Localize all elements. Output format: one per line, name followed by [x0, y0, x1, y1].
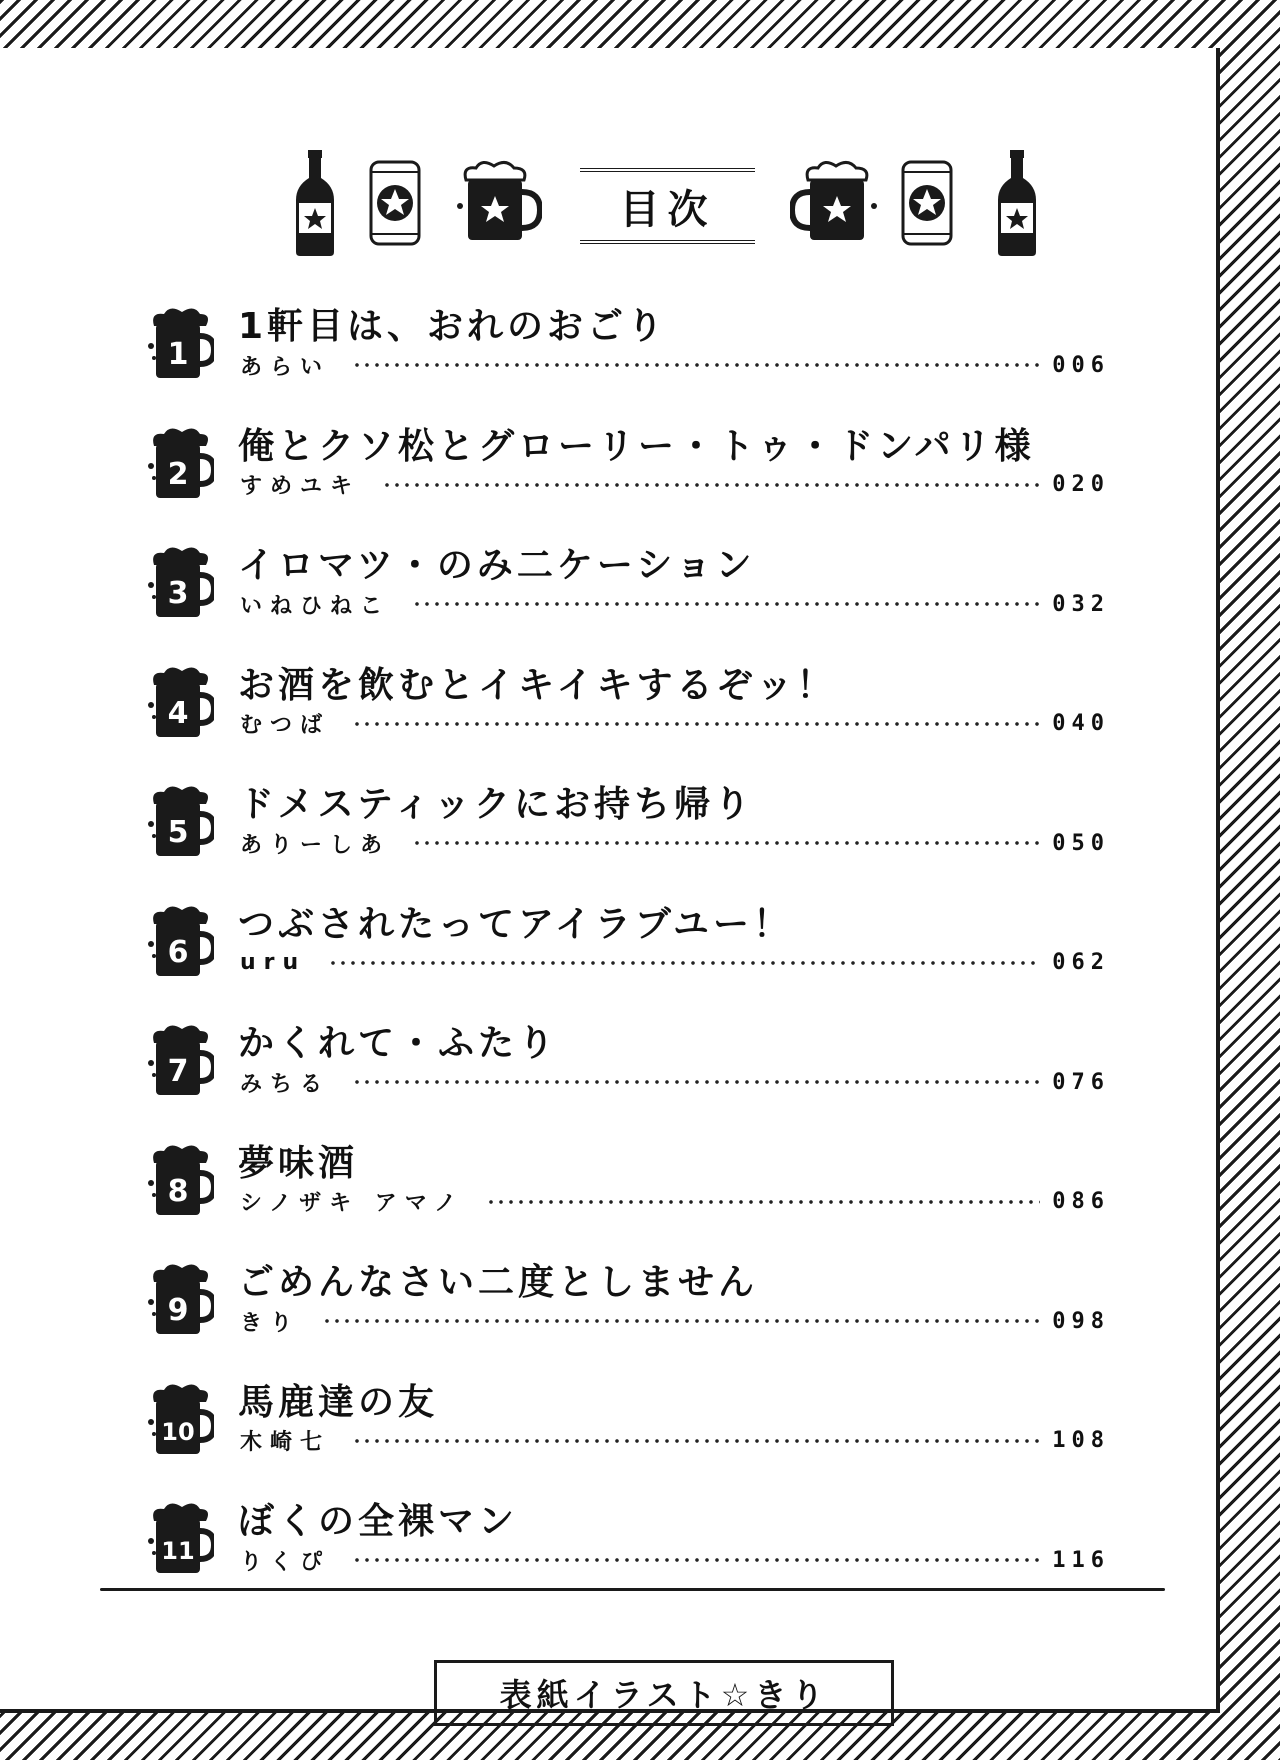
- entry-author-line: [240, 826, 1110, 860]
- entry-author: きり: [240, 1310, 301, 1336]
- entry-author: みちる: [240, 1071, 331, 1097]
- entry-page-number: 006: [1052, 352, 1110, 378]
- entry-number: 4: [167, 695, 189, 731]
- beer-can-icon: [365, 158, 425, 248]
- dot-leader: [352, 1558, 1040, 1562]
- entry-author: uru: [240, 950, 307, 975]
- header-decoration: [280, 148, 1080, 258]
- dot-leader: [328, 961, 1040, 965]
- dot-leader: [352, 363, 1040, 367]
- entry-title: 夢味酒: [238, 1142, 359, 1184]
- entry-author: すめユキ: [240, 474, 361, 499]
- toc-entry[interactable]: [148, 298, 1113, 398]
- toc-entry[interactable]: [148, 418, 1113, 518]
- entry-author-line: [240, 1424, 1110, 1458]
- entry-number: 11: [161, 1537, 195, 1565]
- entry-page-number: 050: [1052, 830, 1110, 856]
- entry-author-line: [240, 1304, 1110, 1338]
- dot-leader: [412, 841, 1040, 845]
- entry-title: イロマツ・のみ二ケーション: [238, 545, 756, 586]
- toc-entry[interactable]: [148, 776, 1113, 876]
- toc-entry[interactable]: [148, 1374, 1113, 1474]
- toc-title-frame: [580, 168, 755, 244]
- entry-author: 木崎七: [240, 1430, 331, 1455]
- toc-entry[interactable]: [148, 896, 1113, 996]
- dot-leader: [352, 1080, 1040, 1084]
- entry-number: 7: [167, 1054, 189, 1089]
- toc-entry[interactable]: [148, 1015, 1113, 1115]
- page-title: 目次: [619, 185, 716, 233]
- entry-author-line: [240, 468, 1110, 502]
- entry-number: 2: [167, 456, 189, 492]
- entry-number: 9: [167, 1293, 189, 1328]
- entry-page-number: 108: [1052, 1428, 1110, 1453]
- entry-page-number: 032: [1052, 591, 1110, 617]
- numbered-mug-icon: [148, 1501, 214, 1575]
- entry-title: 馬鹿達の友: [238, 1381, 439, 1423]
- numbered-mug-icon: [148, 1143, 214, 1217]
- entry-author-line: [240, 946, 1110, 980]
- dot-leader: [412, 602, 1040, 606]
- entry-title: 俺とクソ松とグローリー・トゥ・ドンパリ様: [238, 425, 1035, 467]
- dot-leader: [486, 1200, 1040, 1204]
- entry-title: 1軒目は、おれのおごり: [238, 306, 668, 347]
- divider: [100, 1588, 1165, 1591]
- toc-entry[interactable]: [148, 657, 1113, 757]
- entry-author: ありーしあ: [240, 832, 391, 858]
- entry-number: 5: [167, 815, 189, 850]
- entry-author-line: [240, 587, 1110, 621]
- entry-number: 10: [161, 1417, 195, 1446]
- toc-entry[interactable]: [148, 537, 1113, 637]
- entry-page-number: 062: [1052, 950, 1110, 975]
- numbered-mug-icon: [148, 904, 214, 978]
- beer-can-icon: [897, 158, 957, 248]
- credit-text: 表紙イラスト☆きり: [499, 1676, 829, 1714]
- entry-author: りくぴ: [240, 1549, 331, 1575]
- entry-page-number: 020: [1052, 472, 1110, 497]
- dot-leader: [352, 722, 1040, 726]
- entry-author: あらい: [240, 354, 331, 380]
- entry-page-number: 098: [1052, 1308, 1110, 1334]
- toc-entry[interactable]: [148, 1135, 1113, 1235]
- entry-author-line: [240, 348, 1110, 382]
- beer-mug-icon: [790, 158, 880, 248]
- beer-bottle-icon: [290, 148, 340, 258]
- entry-author-line: [240, 1185, 1110, 1219]
- entry-title: ごめんなさい二度としません: [238, 1262, 759, 1303]
- entry-title: お酒を飲むとイキイキするぞッ！: [238, 664, 837, 706]
- entry-title: ぼくの全裸マン: [238, 1501, 519, 1542]
- numbered-mug-icon: [148, 1023, 214, 1097]
- entry-title: かくれて・ふたり: [238, 1023, 559, 1064]
- numbered-mug-icon: [148, 426, 214, 500]
- numbered-mug-icon: [148, 1382, 214, 1456]
- beer-mug-icon: [452, 158, 542, 248]
- dot-leader: [322, 1319, 1040, 1323]
- entry-author-line: [240, 1065, 1110, 1099]
- dot-leader: [382, 483, 1040, 487]
- numbered-mug-icon: [148, 784, 214, 858]
- entry-number: 8: [167, 1173, 189, 1209]
- entry-number: 3: [167, 576, 189, 611]
- entry-author-line: [240, 1543, 1110, 1577]
- beer-bottle-icon: [992, 148, 1042, 258]
- entry-author: いねひねこ: [240, 593, 391, 619]
- entry-page-number: 116: [1052, 1547, 1110, 1573]
- entry-page-number: 086: [1052, 1189, 1110, 1214]
- entry-title: つぶされたってアイラブユー！: [238, 903, 793, 945]
- entry-author: シノザキ アマノ: [240, 1191, 465, 1216]
- entry-page-number: 076: [1052, 1069, 1110, 1095]
- cover-illustration-credit: [434, 1660, 894, 1726]
- numbered-mug-icon: [148, 545, 214, 619]
- dot-leader: [352, 1439, 1040, 1443]
- numbered-mug-icon: [148, 1262, 214, 1336]
- toc-entry[interactable]: [148, 1254, 1113, 1354]
- numbered-mug-icon: [148, 665, 214, 739]
- entry-page-number: 040: [1052, 711, 1110, 736]
- numbered-mug-icon: [148, 306, 214, 380]
- toc-entry[interactable]: [148, 1493, 1113, 1593]
- entry-title: ドメスティックにお持ち帰り: [238, 784, 755, 825]
- entry-author-line: [240, 707, 1110, 741]
- entry-author: むつば: [240, 713, 331, 738]
- entry-number: 1: [167, 337, 189, 372]
- entry-number: 6: [167, 934, 189, 970]
- toc-page: [0, 48, 1220, 1713]
